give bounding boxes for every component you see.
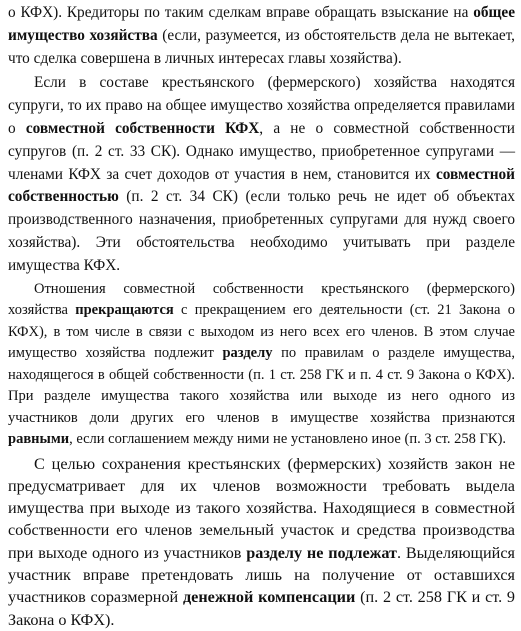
paragraph-3 [8, 279, 515, 451]
paragraph-2 [8, 72, 515, 277]
text-run: , а не о совместной собственности супругов (п. 2 ст. 33 СК). Однако имущество, приобретенное супругами — членами КФХ за счет доходов от участия в нем, становится их [8, 119, 515, 183]
text-run: Отношения совместной собственности крестьянского (фермерского) хозяйства [8, 280, 515, 319]
bold-term: равными [8, 431, 70, 448]
text-run: . Выделяющийся участник вправе претендовать лишь на получение от оставшихся участников соразмерной [8, 543, 515, 607]
text-run: с прекращением его деятельности (ст. 21 Закона о КФХ), в том числе в связи с выходом из него всех его членов. В этом случае имущество хозяйства подлежит [8, 302, 516, 362]
bold-term: общее имущество хозяйства [8, 4, 515, 44]
text-run: (п. 2 ст. 258 ГК и ст. 9 Закона о КФХ). [8, 588, 516, 629]
text-run: о КФХ). Кредиторы по таким сделкам вправе обращать взыскание на [8, 4, 474, 21]
paragraph-1 [8, 2, 515, 70]
text-run: С целью сохранения крестьянских (фермерских) хозяйств закон не предусматривает для их членов возможности требовать выдела имущества при выходе из такого хозяйства. Находящиеся в совместной собственности его членов земельный участок и средства производства при выходе одного из участников [8, 454, 515, 562]
text-run: (если, разумеется, из обстоятельств дела не вытекает, что сделка совершена в личных интересах главы хозяйства). [8, 26, 516, 67]
bold-term: прекращаются [75, 302, 174, 319]
text-run: , если соглашением между ними не установлено иное (п. 3 ст. 258 ГК). [69, 431, 507, 448]
text-run: Если в составе крестьянского (фермерского) хозяйства находятся супруги, то их право на общее имущество хозяйства определяется правилами о [8, 74, 515, 137]
text-run: по правилам о разделе имущества, находящегося в общей собственности (п. 1 ст. 258 ГК и п. 4 ст. 9 Закона о КФХ). При разделе имущества такого хозяйства или выходе из него одного из участников доли других его членов в имуществе хозяйства признаются [8, 345, 515, 426]
bold-term: совместной собственностью [8, 165, 515, 206]
bold-term: разделу [222, 345, 273, 362]
text-run: (п. 2 ст. 34 СК) (если только речь не идет об объектах производственного назначения, приобретенных супругами для нужд своего хозяйства). Эти обстоятельства необходимо учитывать при разделе имущества КФХ. [8, 188, 515, 274]
bold-term: совместной собственности КФХ [25, 119, 260, 137]
bold-term: разделу не подлежат [246, 543, 397, 562]
bold-term: денежной компенсации [182, 588, 356, 607]
paragraph-4 [8, 453, 515, 631]
